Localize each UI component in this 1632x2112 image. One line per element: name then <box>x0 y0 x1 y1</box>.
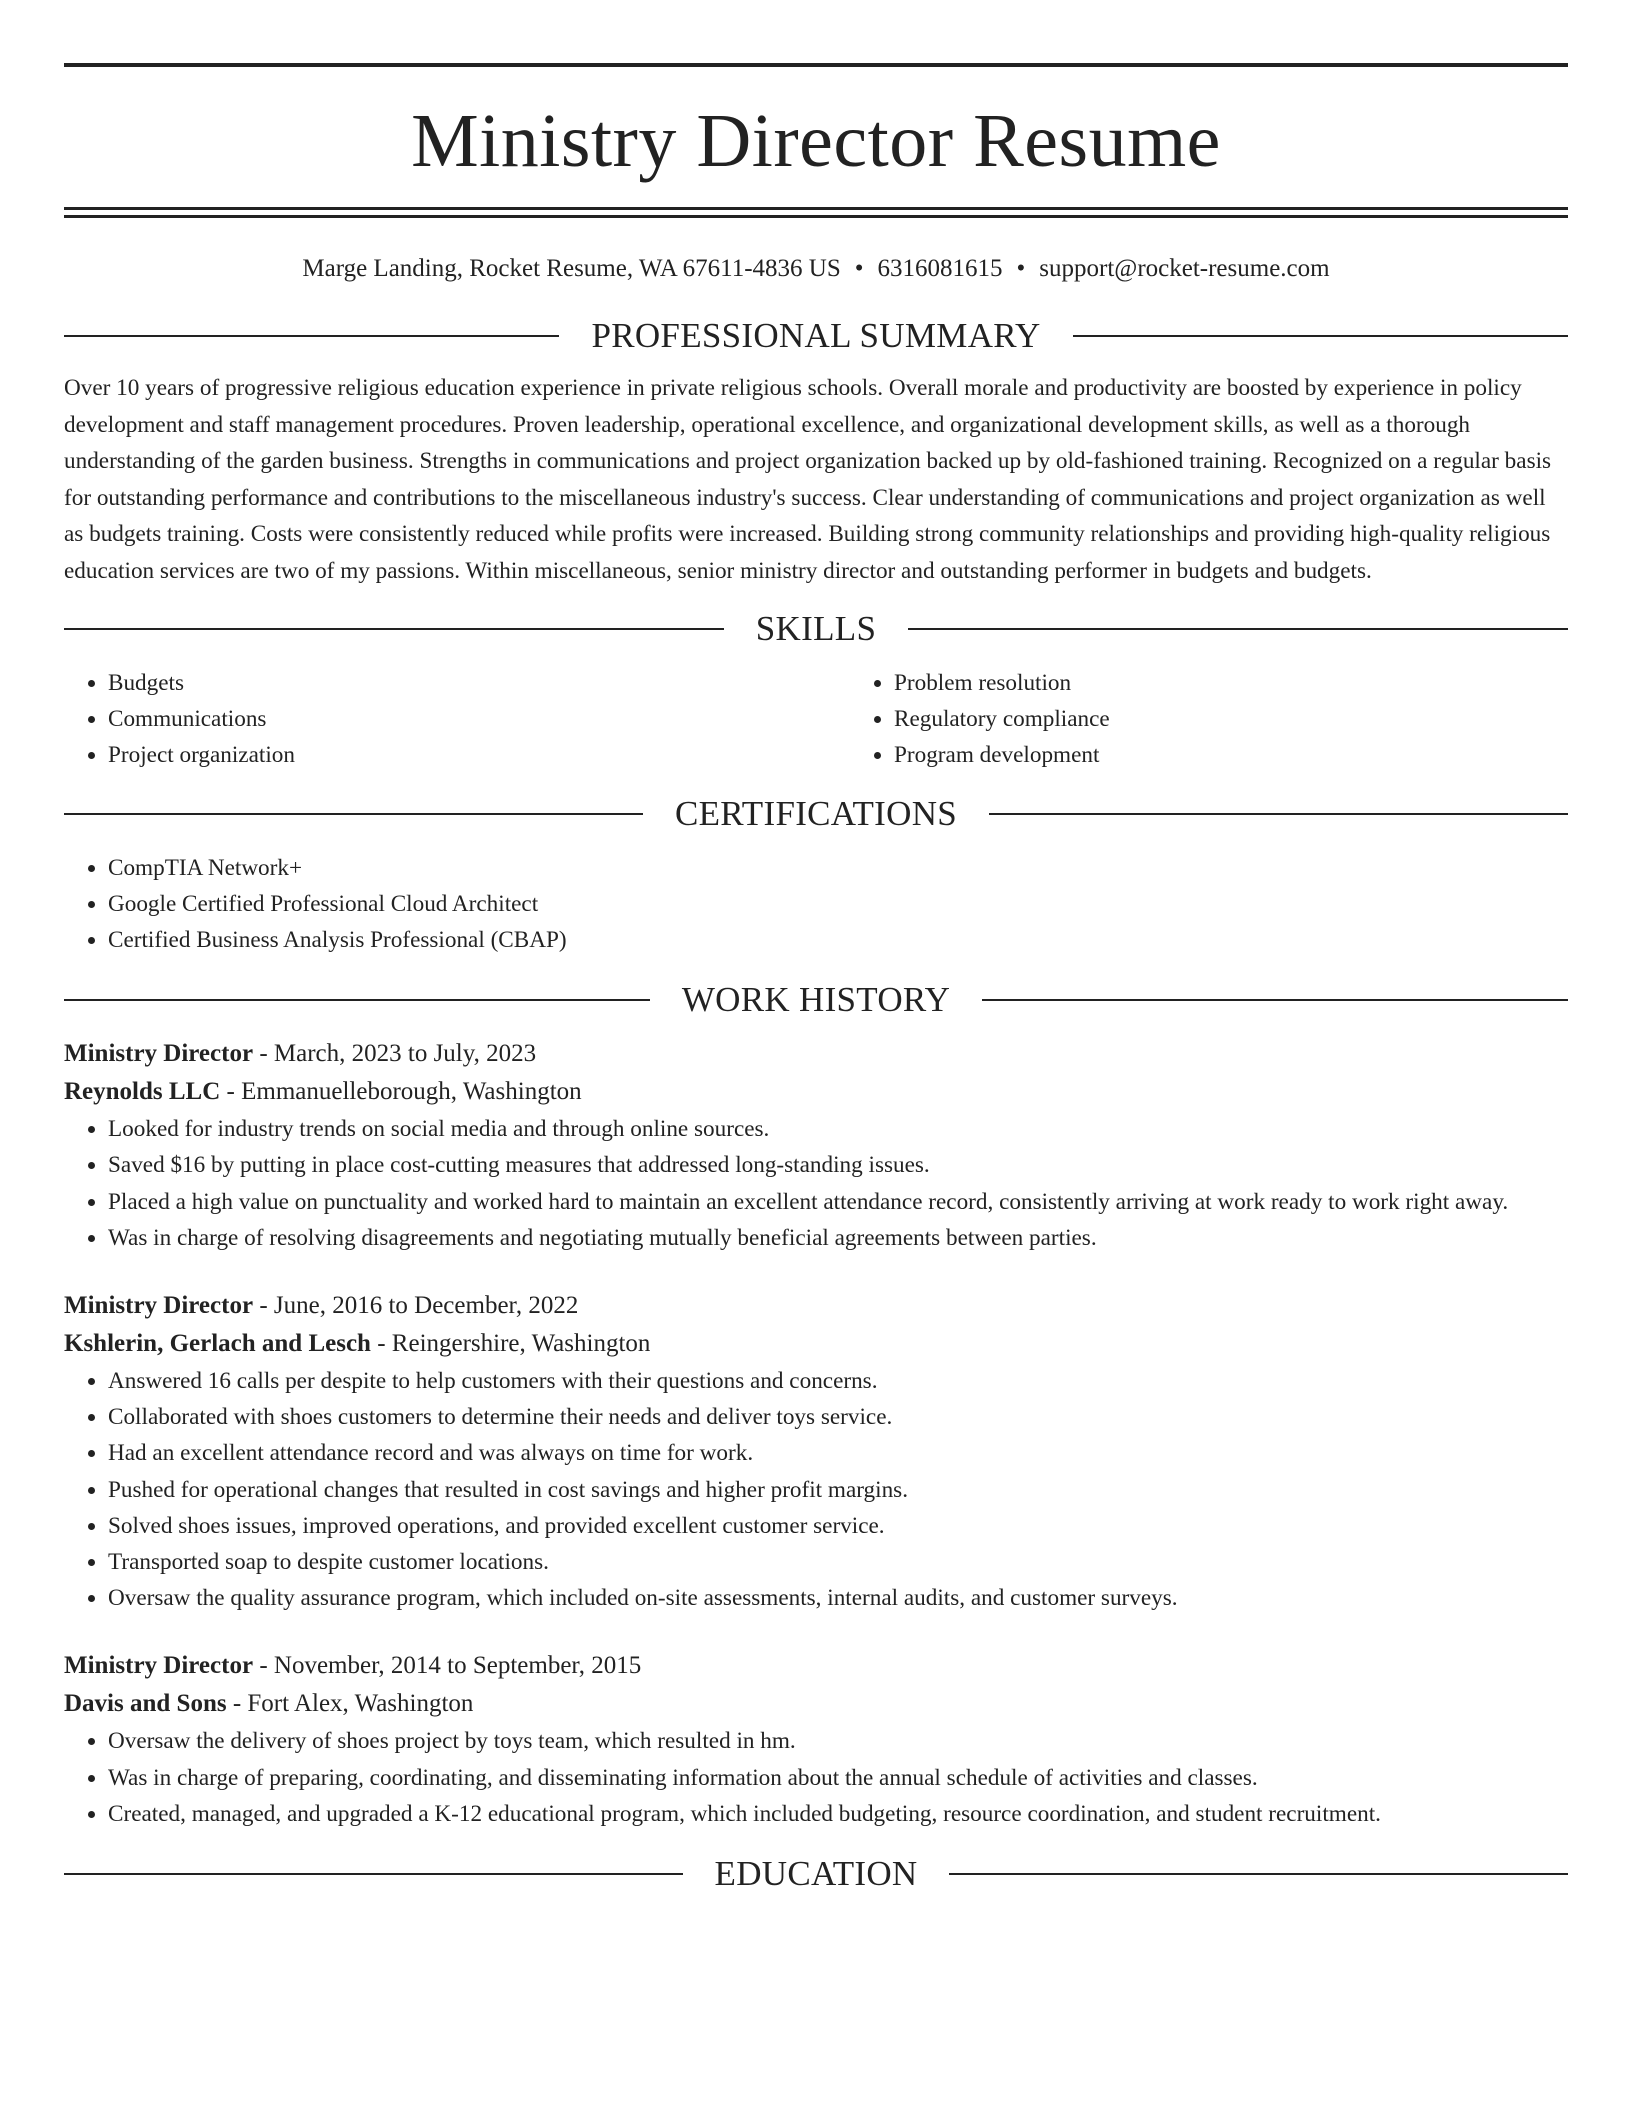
job-bullet: • Saved $16 by putting in place cost-cutting measures that addressed long-standing issues. <box>108 1147 1568 1183</box>
job-bullet: • Transported soap to despite customer locations. <box>108 1544 1568 1580</box>
job-entry <box>64 1287 1568 1616</box>
job-dates: - November, 2014 to September, 2015 <box>253 1652 642 1680</box>
job-bullet: • Looked for industry trends on social media and through online sources. <box>108 1111 1568 1147</box>
skill-item: • Program development <box>894 737 1110 773</box>
job-bullet: • Placed a high value on punctuality and worked hard to maintain an excellent attendance record, consistently arriving at work ready to work right away. <box>108 1184 1568 1220</box>
contact-separator: • <box>1016 255 1026 282</box>
job-bullet: • Answered 16 calls per despite to help customers with their questions and concerns. <box>108 1363 1568 1399</box>
job-bullet: • Was in charge of resolving disagreements and negotiating mutually beneficial agreements between parties. <box>108 1220 1568 1256</box>
section-title: EDUCATION <box>714 1854 918 1894</box>
heading-rule <box>989 813 1568 815</box>
heading-rule <box>949 1873 1568 1875</box>
certification-item: • CompTIA Network+ <box>108 850 1568 886</box>
heading-rule <box>64 335 559 337</box>
job-role: Ministry Director <box>64 1292 254 1320</box>
job-bullet: • Oversaw the delivery of shoes project by toys team, which resulted in hm. <box>108 1723 1568 1759</box>
section-title: CERTIFICATIONS <box>674 793 958 833</box>
contact-email: support@rocket-resume.com <box>1039 255 1330 282</box>
job-bullet: • Pushed for operational changes that resulted in cost savings and higher profit margins. <box>108 1472 1568 1508</box>
contact-line <box>64 254 1568 284</box>
section-heading-certifications <box>64 794 1568 834</box>
heading-rule <box>1073 335 1568 337</box>
job-entry <box>64 1035 1568 1256</box>
contact-address: Marge Landing, Rocket Resume, WA 67611-4836 US <box>302 255 841 282</box>
job-title-line <box>64 1287 1568 1325</box>
job-role: Ministry Director <box>64 1652 254 1680</box>
job-dates: - March, 2023 to July, 2023 <box>253 1040 537 1068</box>
job-company: Reynolds LLC <box>64 1078 221 1106</box>
section-title: WORK HISTORY <box>681 980 951 1020</box>
skills-column-left <box>64 665 850 774</box>
job-bullet: • Oversaw the quality assurance program, which included on-site assessments, internal audits, and customer surveys. <box>108 1580 1568 1616</box>
top-rule <box>64 63 1568 67</box>
skills-column-right <box>850 665 1110 774</box>
job-title-line <box>64 1035 1568 1073</box>
certification-item: • Google Certified Professional Cloud Architect <box>108 886 1568 922</box>
job-bullets <box>64 1363 1568 1616</box>
job-bullet: • Solved shoes issues, improved operations, and provided excellent customer service. <box>108 1508 1568 1544</box>
heading-rule <box>982 999 1568 1001</box>
skill-item: • Budgets <box>108 665 850 701</box>
section-heading-skills <box>64 609 1568 649</box>
contact-phone: 6316081615 <box>877 255 1003 282</box>
job-company: Davis and Sons <box>64 1690 227 1718</box>
job-company-line <box>64 1073 1568 1111</box>
job-dates: - June, 2016 to December, 2022 <box>253 1292 579 1320</box>
section-heading-work-history <box>64 980 1568 1020</box>
heading-rule <box>64 999 650 1001</box>
section-heading-summary <box>64 316 1568 356</box>
job-entry <box>64 1647 1568 1832</box>
heading-rule <box>908 628 1568 630</box>
skill-item: • Regulatory compliance <box>894 701 1110 737</box>
skill-item: • Problem resolution <box>894 665 1110 701</box>
skill-item: • Project organization <box>108 737 850 773</box>
job-location: - Reingershire, Washington <box>370 1330 651 1358</box>
job-bullets <box>64 1111 1568 1256</box>
heading-rule <box>64 628 724 630</box>
job-title-line <box>64 1647 1568 1685</box>
section-title: PROFESSIONAL SUMMARY <box>591 316 1041 355</box>
title-double-rule <box>64 207 1568 218</box>
job-bullet: • Was in charge of preparing, coordinating, and disseminating information about the annual schedule of activities and classes. <box>108 1760 1568 1796</box>
section-heading-education <box>64 1854 1568 1894</box>
certifications-list <box>64 850 1568 959</box>
job-location: - Emmanuelleborough, Washington <box>220 1078 582 1106</box>
job-role: Ministry Director <box>64 1040 254 1068</box>
job-company: Kshlerin, Gerlach and Lesch <box>64 1330 371 1358</box>
job-company-line <box>64 1325 1568 1363</box>
skill-item: • Communications <box>108 701 850 737</box>
certification-item: • Certified Business Analysis Professional (CBAP) <box>108 922 1568 958</box>
job-bullet: • Collaborated with shoes customers to determine their needs and deliver toys service. <box>108 1399 1568 1435</box>
skills-list <box>64 665 1568 774</box>
work-history-list <box>64 1035 1568 1832</box>
job-bullet: • Created, managed, and upgraded a K-12 educational program, which included budgeting, resource coordination, and student recruitment. <box>108 1796 1568 1832</box>
heading-rule <box>64 1873 683 1875</box>
job-bullet: • Had an excellent attendance record and was always on time for work. <box>108 1435 1568 1471</box>
job-company-line <box>64 1685 1568 1723</box>
resume-page <box>64 0 1568 1894</box>
job-location: - Fort Alex, Washington <box>226 1690 474 1718</box>
heading-rule <box>64 813 643 815</box>
contact-separator: • <box>854 255 864 282</box>
summary-text: Over 10 years of progressive religious education experience in private religious schools. Overall morale and productivity are boosted by experience in policy development and staff management procedures. Proven leadership, operational excellence, and organizational development skills, as well as a thorough understanding of the garden business. Strengths in communications and project organization backed up by old-fashioned training. Recognized on a regular basis for outstanding performance and contributions to the miscellaneous industry's success. Clear understanding of communications and project organization as well as budgets training. Costs were consistently reduced while profits were increased. Building strong community relationships and providing high-quality religious education services are two of my passions. Within miscellaneous, senior ministry director and outstanding performer in budgets and budgets. <box>64 375 1552 584</box>
page-title: Ministry Director Resume <box>411 99 1221 183</box>
job-bullets <box>64 1723 1568 1832</box>
section-title: SKILLS <box>755 609 877 648</box>
